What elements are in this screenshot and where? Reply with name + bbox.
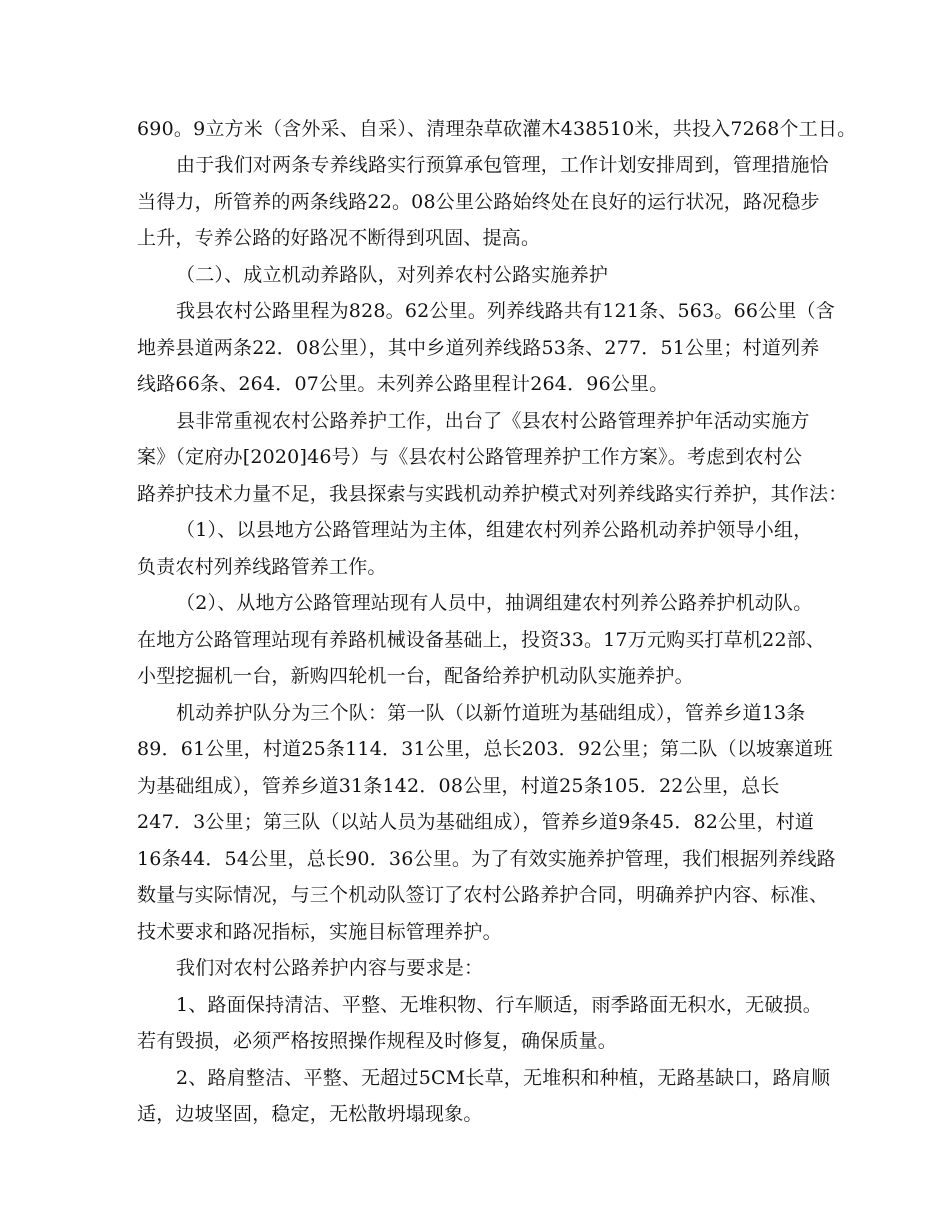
text-line: 地养县道两条22．08公里），其中乡道列养线路53条、277．51公里；村道列养 (137, 337, 820, 359)
paragraph-first-line: 我们对农村公路养护内容与要求是： (176, 957, 484, 979)
text-line: 在地方公路管理站现有养路机械设备基础上，投资33。17万元购买打草机22部、 (137, 629, 826, 651)
list-item-line: （1）、以县地方公路管理站为主体，组建农村列养公路机动养护领导小组， (176, 519, 813, 541)
text-line: 小型挖掘机一台，新购四轮机一台，配备给养护机动队实施养护。 (137, 665, 694, 687)
text-line: 16条44．54公里，总长90．36公里。为了有效实施养护管理，我们根据列养线路 (137, 848, 836, 870)
list-item-line: 2、路肩整洁、平整、无超过5CM长草，无堆积和种植，无路基缺口，路肩顺 (176, 1067, 831, 1089)
text-line: 负责农村列养线路管养工作。 (137, 556, 387, 578)
text-line: 案》（定府办[2020]46号）与《县农村公路管理养护工作方案》。考虑到农村公 (137, 446, 803, 468)
text-line: 247．3公里；第三队（以站人员为基础组成），管养乡道9条45．82公里，村道 (137, 811, 815, 833)
paragraph-first-line: 我县农村公路里程为828。62公里。列养线路共有121条、563。66公里（含 (176, 300, 835, 322)
paragraph-first-line: 由于我们对两条专养线路实行预算承包管理，工作计划安排周到，管理措施恰 (176, 154, 829, 176)
text-line: 89．61公里，村道25条114．31公里，总长203．92公里；第二队（以坡寨道班 (137, 738, 833, 760)
text-line: 当得力，所管养的两条线路22。08公里公路始终处在良好的运行状况，路况稳步 (137, 191, 820, 213)
text-line: 690。9立方米（含外采、自采）、清理杂草砍灌木438510米，共投入7268个工日。 (137, 118, 857, 140)
text-line: 上升，专养公路的好路况不断得到巩固、提高。 (137, 227, 541, 249)
section-heading: （二）、成立机动养路队，对列养农村公路实施养护 (176, 264, 609, 286)
text-line: 线路66条、264．07公里。未列养公路里程计264．96公里。 (137, 373, 669, 395)
text-line: 为基础组成），管养乡道31条142．08公里，村道25条105．22公里，总长 (137, 775, 780, 797)
list-item-line: 1、路面保持清洁、平整、无堆积物、行车顺适，雨季路面无积水，无破损。 (176, 994, 822, 1016)
paragraph-first-line: 县非常重视农村公路养护工作，出台了《县农村公路管理养护年活动实施方 (176, 410, 810, 432)
list-item-line: （2）、从地方公路管理站现有人员中，抽调组建农村列养公路养护机动队。 (176, 592, 813, 614)
text-line: 路养护技术力量不足，我县探索与实践机动养护模式对列养线路实行养护，其作法： (137, 483, 848, 505)
text-line: 技术要求和路况指标，实施目标管理养护。 (137, 921, 502, 943)
text-line: 适，边坡坚固，稳定，无松散坍塌现象。 (137, 1103, 483, 1125)
paragraph-first-line: 机动养护队分为三个队：第一队（以新竹道班为基础组成），管养乡道13条 (176, 702, 806, 724)
text-line: 若有毁损，必须严格按照操作规程及时修复，确保质量。 (137, 1030, 618, 1052)
text-line: 数量与实际情况，与三个机动队签订了农村公路养护合同，明确养护内容、标准、 (137, 884, 829, 906)
